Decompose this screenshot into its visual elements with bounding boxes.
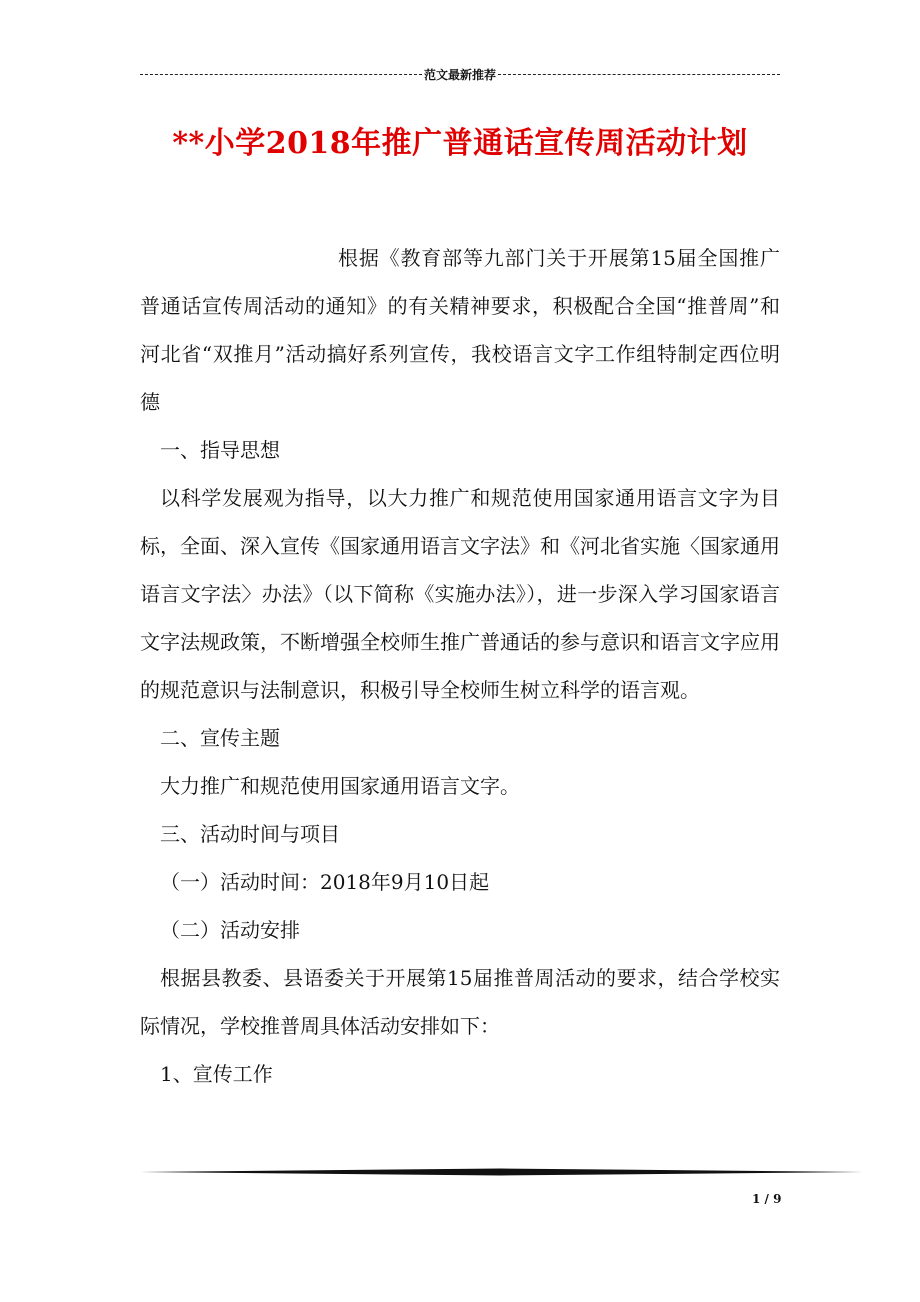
page-number: 1 / 9 bbox=[752, 1192, 782, 1206]
footer-rule bbox=[140, 1168, 863, 1176]
intro-paragraph: 根据《教育部等九部门关于开展第15届全国推广普通话宣传周活动的通知》的有关精神要求，积极配合全国“推普周”和河北省“双推月”活动搞好系列宣传，我校语言文字工作组特制定西位明德 bbox=[140, 246, 780, 414]
section-heading-theme: 二、宣传主题 bbox=[160, 726, 280, 750]
section-heading-schedule: 三、活动时间与项目 bbox=[160, 822, 340, 846]
activity-arrangement-item: （二）活动安排 bbox=[160, 918, 300, 942]
document-body bbox=[140, 234, 780, 1098]
arrangement-paragraph: 根据县教委、县语委关于开展第15届推普周活动的要求，结合学校实际情况，学校推普周具体活动安排如下： bbox=[140, 966, 780, 1038]
header-label: 范文最新推荐 bbox=[424, 68, 497, 82]
theme-paragraph: 大力推广和规范使用国家通用语言文字。 bbox=[160, 774, 520, 798]
section-heading-guiding-thought: 一、指导思想 bbox=[160, 438, 280, 462]
header-dash-left bbox=[140, 74, 422, 75]
document-title: **小学2018年推广普通话宣传周活动计划 bbox=[172, 126, 748, 161]
publicity-work-item: 1、宣传工作 bbox=[160, 1062, 273, 1086]
guiding-thought-paragraph: 以科学发展观为指导，以大力推广和规范使用国家通用语言文字为目标，全面、深入宣传《国家通用语言文字法》和《河北省实施〈国家通用语言文字法〉办法》（以下简称《实施办法》），进一步深入学习国家语言文字法规政策，不断增强全校师生推广普通话的参与意识和语言文字应用的规范意识与法制意识，积极引导全校师生树立科学的语言观。 bbox=[140, 486, 780, 702]
activity-time-item: （一）活动时间：2018年9月10日起 bbox=[160, 870, 490, 894]
page-header bbox=[140, 66, 780, 83]
header-dash-right bbox=[498, 74, 780, 75]
